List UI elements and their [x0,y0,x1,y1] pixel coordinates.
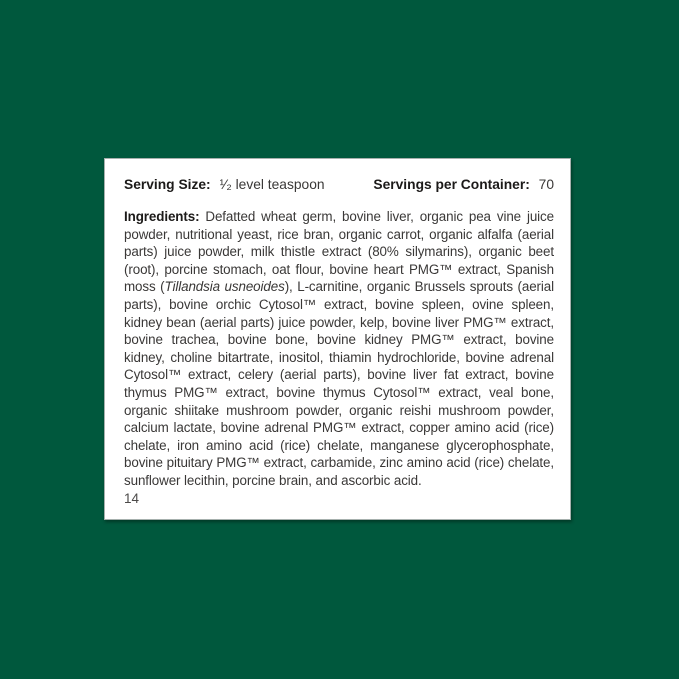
page-number: 14 [124,491,140,506]
serving-size [124,177,325,193]
serving-size-value: ¹⁄₂ level teaspoon [219,177,325,192]
ingredients-botanical-name: Tillandsia usneoides [164,279,285,295]
servings-per-container-label: Servings per Container: [373,177,530,192]
ingredients-text-part2: ), L-carnitine, organic Brussels sprouts (aerial parts), bovine orchic Cytosol™ extract, bovine spleen, ovine spleen, kidney bean (aerial parts) juice powder, kelp, bovine liver PMG™ extract, bovine trachea, bovine bone, bovine kidney PMG™ extract, bovine kidney, choline bitartrate, inositol, thiamin hydrochloride, bovine adrenal Cytosol™ extract, celery (aerial parts), bovine liver fat extract, bovine thymus PMG™ extract, bovine thymus Cytosol™ extract, veal bone, organic shiitake mushroom powder, organic reishi mushroom powder, calcium lactate, bovine adrenal PMG™ extract, copper amino acid (rice) chelate, iron amino acid (rice) chelate, manganese glycerophosphate, bovine pituitary PMG™ extract, carbamide, zinc amino acid (rice) chelate, sunflower lecithin, porcine brain, and ascorbic acid. [124,279,555,488]
supplement-label-panel [104,158,571,520]
serving-info-row [124,177,554,193]
ingredients-paragraph [124,208,554,490]
ingredients-label: Ingredients: [124,209,200,224]
servings-per-container-value: 70 [538,177,554,192]
ingredients-text-part1: Defatted wheat germ, bovine liver, organic pea vine juice powder, nutritional yeast, rice bran, organic carrot, organic alfalfa (aerial parts) juice powder, milk thistle extract (80% silymarins), organic beet (root), porcine stomach, oat flour, bovine heart PMG™ extract, Spanish moss ( [124,209,554,295]
servings-per-container [373,177,554,193]
serving-size-label: Serving Size: [124,177,211,192]
